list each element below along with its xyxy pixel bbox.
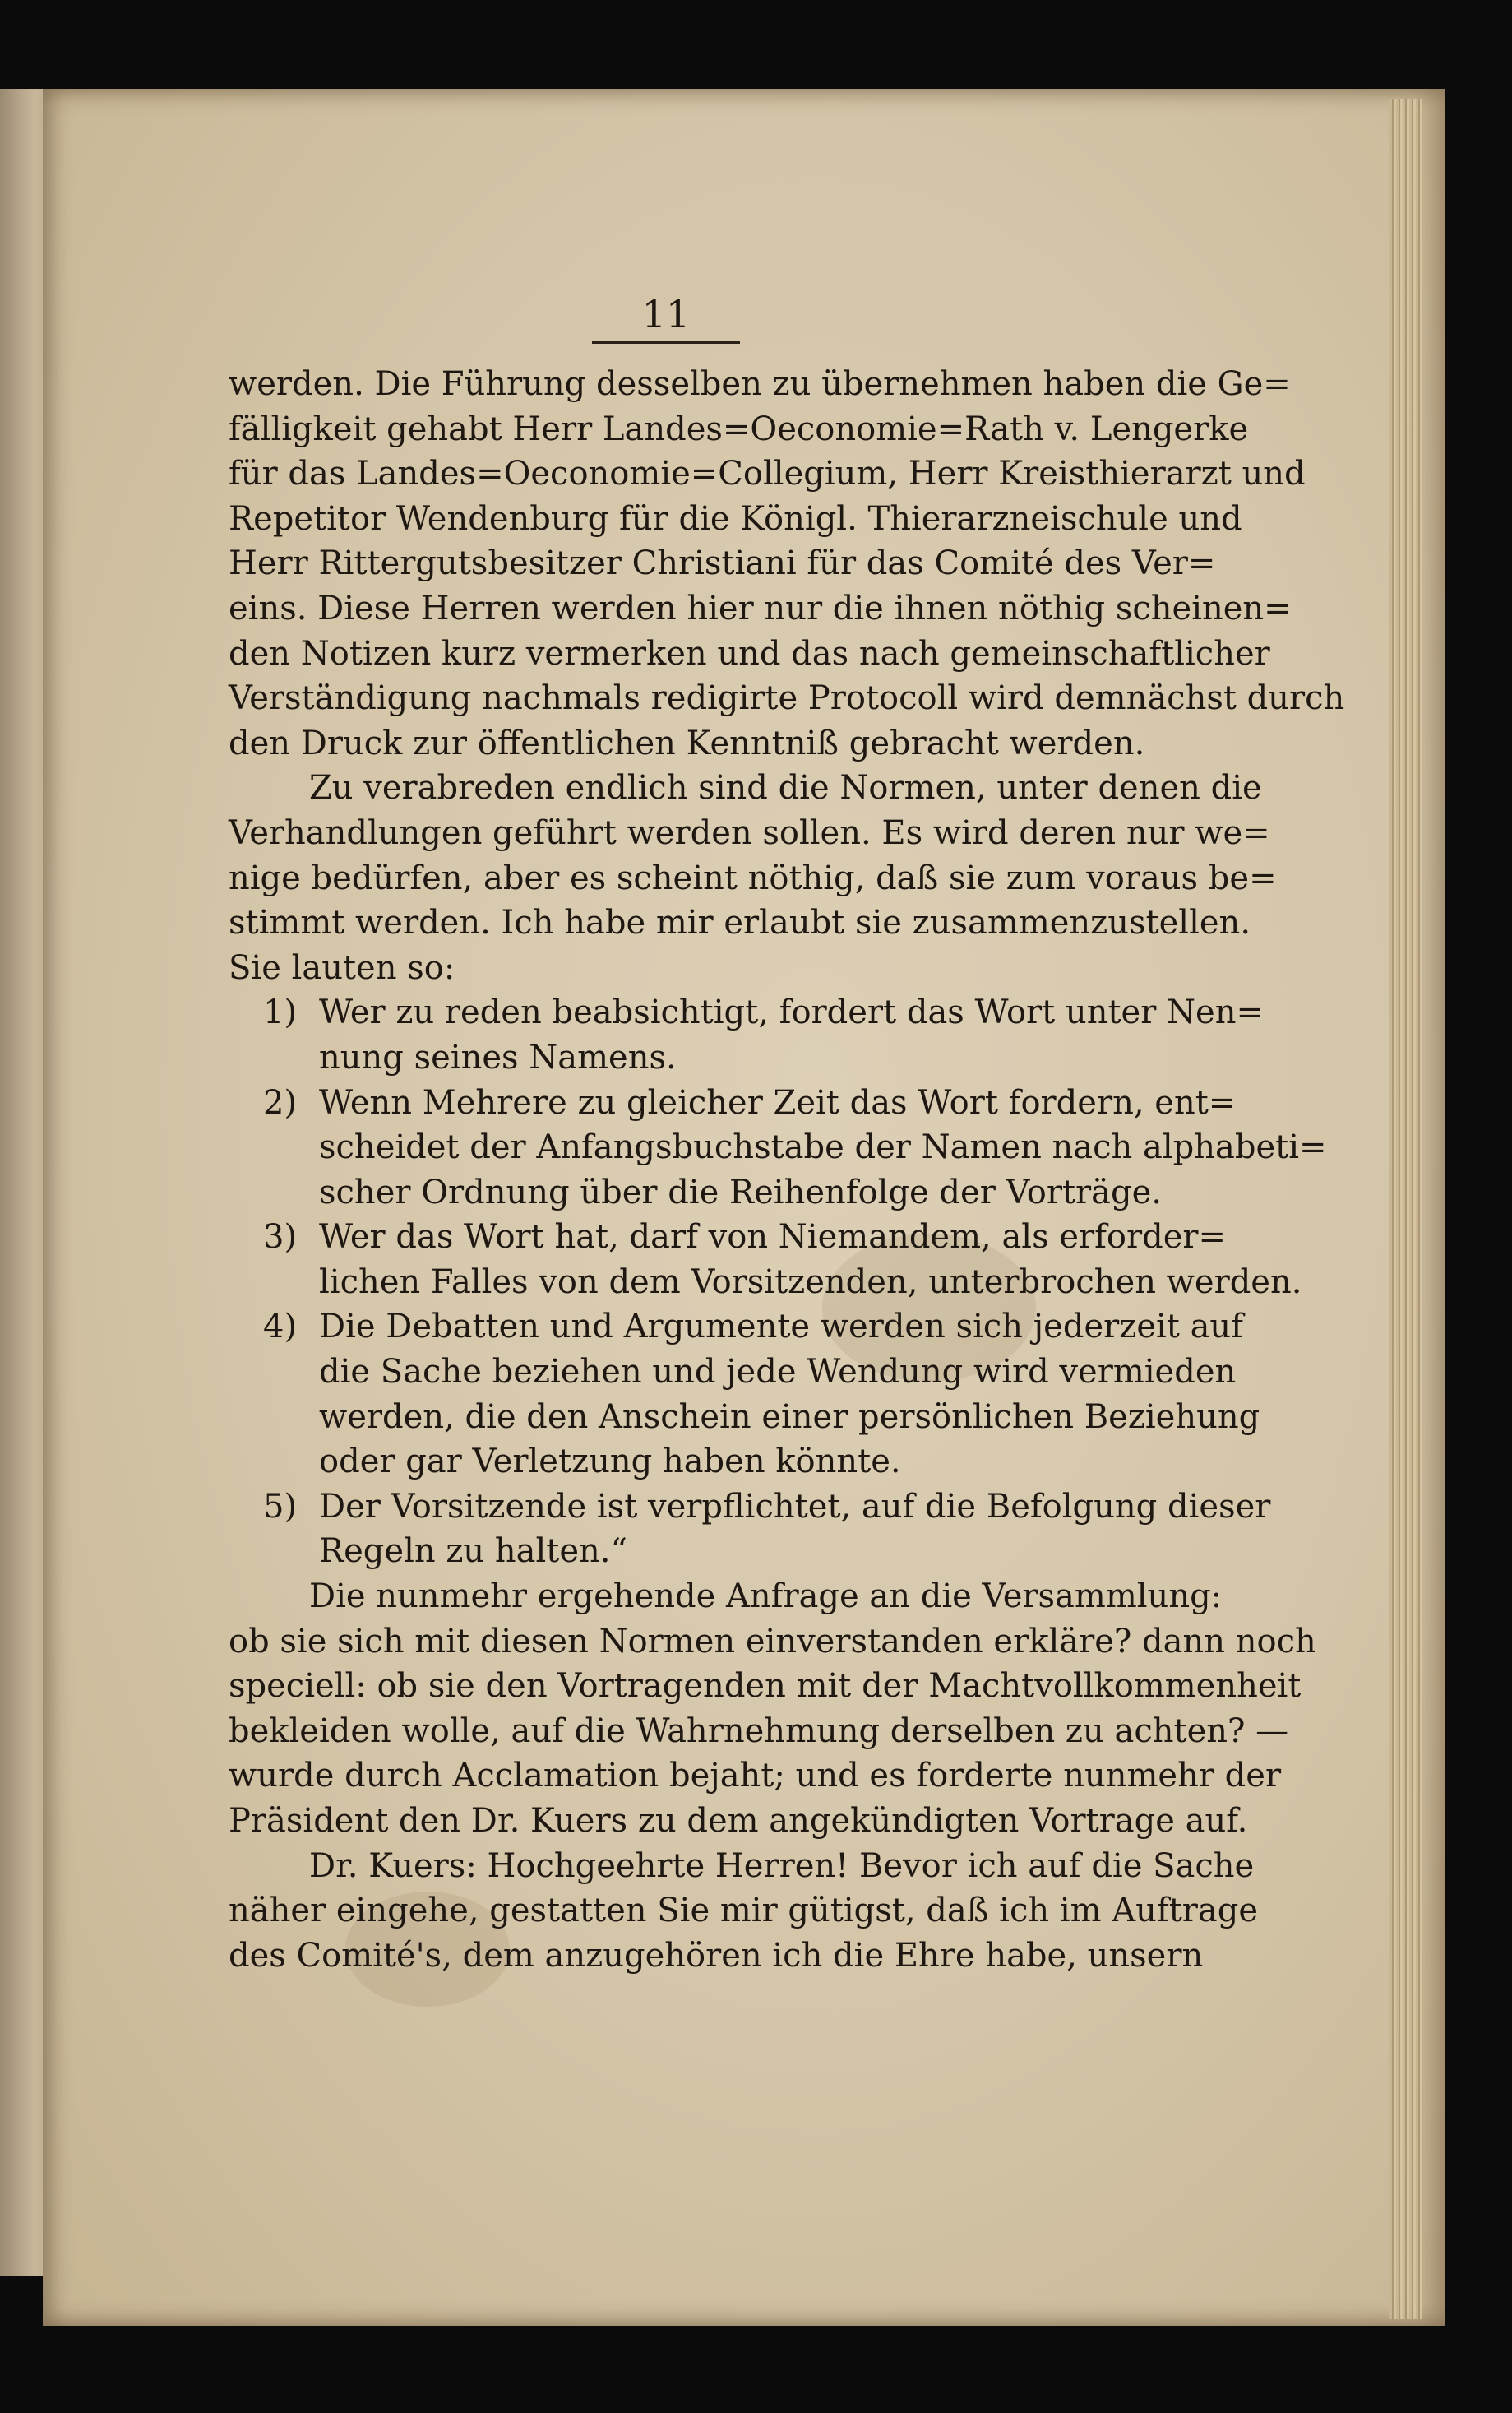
rule-item [229, 1215, 1227, 1260]
page-stack-edge [1389, 99, 1422, 2319]
rule-line: Der Vorsitzende ist verpflichtet, auf die Befolgung dieser [319, 1487, 1271, 1526]
rule-line: nung seines Namens. [319, 1038, 677, 1077]
text-line: wurde durch Acclamation bejaht; und es forderte nunmehr der [229, 1757, 1282, 1795]
rule-line: scher Ordnung über die Reihenfolge der Vorträge. [319, 1173, 1162, 1211]
rule-number: 3) [263, 1218, 298, 1257]
text-line: den Notizen kurz vermerken und das nach gemeinschaftlicher [229, 634, 1270, 673]
rule-number: 4) [263, 1308, 298, 1346]
text-line: fälligkeit gehabt Herr Landes=Oeconomie=Rath v. Lengerke [229, 410, 1249, 448]
rule-number: 5) [263, 1487, 298, 1526]
text-line: Sie lauten so: [229, 948, 455, 987]
page-text [229, 362, 1345, 1978]
rule-item [229, 1081, 1237, 1126]
text-line: für das Landes=Oeconomie=Collegium, Herr Kreisthierarzt und [229, 455, 1306, 493]
rule-line: Wer zu reden beabsichtigt, fordert das Wort unter Nen= [319, 993, 1264, 1032]
rule-line: scheidet der Anfangsbuchstabe der Namen nach alphabeti= [319, 1128, 1327, 1167]
rule-line: Wer das Wort hat, darf von Niemandem, als erforder= [319, 1218, 1227, 1257]
text-line: den Druck zur öffentlichen Kenntniß gebracht werden. [229, 724, 1145, 762]
rule-item [229, 1484, 1271, 1530]
text-line: nige bedürfen, aber es scheint nöthig, daß sie zum voraus be= [229, 859, 1277, 897]
page-number: 11 [592, 292, 740, 344]
text-line: Verständigung nachmals redigirte Protocoll wird demnächst durch [229, 679, 1345, 718]
text-line: des Comité's, dem anzugehören ich die Ehre habe, unsern [229, 1936, 1204, 1975]
rule-line: Regeln zu halten.“ [319, 1532, 627, 1571]
rule-line: oder gar Verletzung haben könnte. [319, 1443, 901, 1481]
rule-line: die Sache beziehen und jede Wendung wird vermieden [319, 1353, 1237, 1392]
text-line: ob sie sich mit diesen Normen einverstanden erkläre? dann noch [229, 1622, 1316, 1660]
text-line: Herr Rittergutsbesitzer Christiani für das Comité des Ver= [229, 544, 1216, 583]
rule-number: 1) [263, 993, 298, 1032]
text-line: speciell: ob sie den Vortragenden mit der Machtvollkommenheit [229, 1667, 1302, 1706]
rule-item [229, 990, 1264, 1035]
text-line: Repetitor Wendenburg für die Königl. Thierarzneischule und [229, 499, 1242, 538]
text-line: Präsident den Dr. Kuers zu dem angekündigten Vortrage auf. [229, 1802, 1248, 1840]
text-line: stimmt werden. Ich habe mir erlaubt sie zusammenzustellen. [229, 904, 1251, 943]
text-line: Dr. Kuers: Hochgeehrte Herren! Bevor ich auf die Sache [309, 1846, 1255, 1885]
text-line: näher eingehe, gestatten Sie mir gütigst, daß ich im Auftrage [229, 1892, 1259, 1930]
text-line: eins. Diese Herren werden hier nur die ihnen nöthig scheinen= [229, 589, 1292, 628]
text-line: Die nunmehr ergehende Anfrage an die Versammlung: [309, 1577, 1223, 1616]
text-line: Zu verabreden endlich sind die Normen, unter denen die [309, 769, 1262, 808]
text-line: Verhandlungen geführt werden sollen. Es wird deren nur we= [229, 813, 1270, 852]
rule-number: 2) [263, 1083, 298, 1122]
text-line: werden. Die Führung desselben zu übernehmen haben die Ge= [229, 365, 1291, 403]
rule-line: werden, die den Anschein einer persönlichen Beziehung [319, 1397, 1260, 1436]
rule-line: lichen Falles von dem Vorsitzenden, unterbrochen werden. [319, 1262, 1302, 1301]
rule-line: Die Debatten und Argumente werden sich jederzeit auf [319, 1308, 1243, 1346]
text-line: bekleiden wolle, auf die Wahrnehmung derselben zu achten? — [229, 1711, 1289, 1750]
rule-line: Wenn Mehrere zu gleicher Zeit das Wort fordern, ent= [319, 1083, 1237, 1122]
rule-item [229, 1304, 1243, 1350]
